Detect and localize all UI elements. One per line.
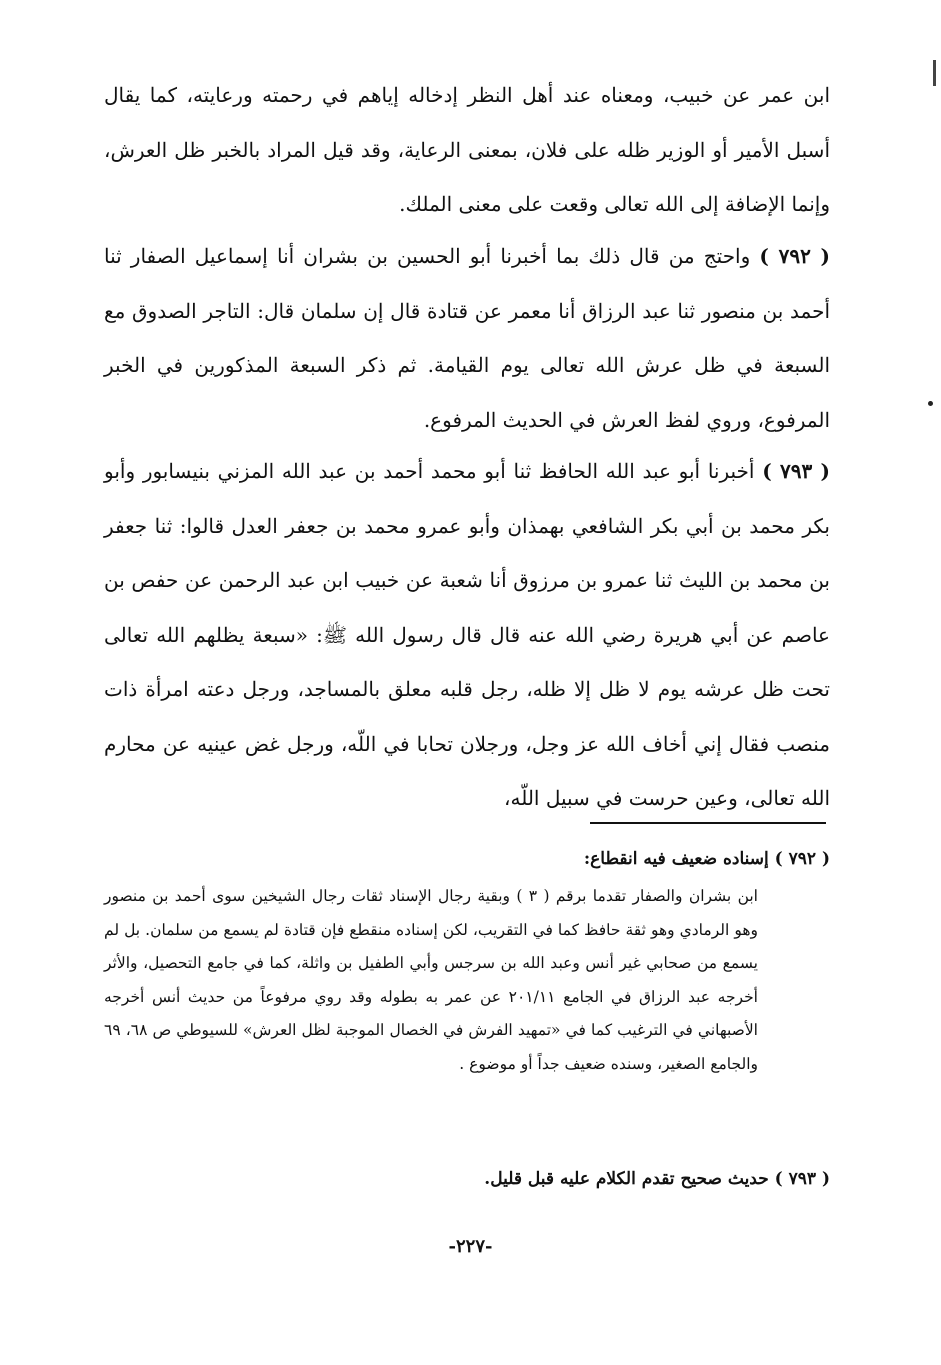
- hadith-number: ( ٧٩٢ ): [759, 244, 830, 268]
- hadith-number: ( ٧٩٣ ): [762, 459, 830, 483]
- margin-dot: [928, 401, 933, 406]
- paragraph-793: [104, 444, 830, 826]
- footnote-793-heading: ( ٧٩٣ ) حديث صحيح تقدم الكلام عليه قبل قليل.: [484, 1169, 830, 1189]
- paragraph-text: أخبرنا أبو عبد الله الحافظ ثنا أبو محمد أحمد بن عبد الله المزني بنيسابور وأبو بكر محمد بن أبي بكر الشافعي بهمذان وأبو عمرو محمد بن جعفر العدل قالوا: ثنا جعفر بن محمد بن الليث ثنا عمرو بن مرزوق أنا شعبة عن خبيب ابن عبد الرحمن عن حفص بن عاصم عن أبي هريرة رضي الله عنه قال قال رسول الله ﷺ: «سبعة يظلهم الله تعالى تحت ظل عرشه يوم لا ظل إلا ظله، رجل قلبه معلق بالمساجد، ورجل دعته امرأة ذات منصب فقال إني أخاف الله عز وجل، ورجلان تحابا في اللّه، ورجل غض عينيه عن محارم الله تعالى، وعين حرست في سبيل اللّه،: [104, 459, 830, 810]
- footnote-792-heading: ( ٧٩٢ ) إسناده ضعيف فيه انقطاع:: [583, 849, 830, 869]
- footnote-separator: [590, 822, 826, 824]
- footnote-792-body: ابن بشران والصفار تقدما برقم ( ٣ ) وبقية رجال الإسناد ثقات رجال الشيخين سوى أحمد بن منصور وهو الرمادي وهو ثقة حافظ كما في التقريب، لكن إسناده منقطع فإن قتادة لم يسمع من سلمان. بل لم يسمع من صحابي غير أنس وعبد الله بن سرجس وأبي الطفيل بن واثلة، كما في جامع التحصيل، والأثر أخرجه عبد الرزاق في الجامع ٢٠١/١١ عن عمر به بطوله وقد روي مرفوعاً من حديث أنس أخرجه الأصبهاني في الترغيب كما في «تمهيد الفرش في الخصال الموجبة لظل العرش» للسيوطي ص ٦٨، ٦٩ والجامع الصغير، وسنده ضعيف جداً أو موضوع .: [104, 887, 758, 1073]
- paragraph-continuation: [104, 68, 830, 232]
- paragraph-792: [104, 229, 830, 447]
- scan-edge-mark: [933, 60, 936, 86]
- page-number: -٢٢٧-: [448, 1236, 493, 1257]
- paragraph-text: ابن عمر عن خبيب، ومعناه عند أهل النظر إدخاله إياهم في رحمته ورعايته، كما يقال أسبل الأمير أو الوزير ظله على فلان، بمعنى الرعاية، وقد قيل المراد بالخبر ظل العرش، وإنما الإضافة إلى الله تعالى وقعت على معنى الملك.: [104, 83, 830, 216]
- paragraph-text: واحتج من قال ذلك بما أخبرنا أبو الحسين بن بشران أنا إسماعيل الصفار ثنا أحمد بن منصور ثنا عبد الرزاق أنا معمر عن قتادة قال إن سلمان قال: التاجر الصدوق مع السبعة في ظل عرش الله تعالى يوم القيامة. ثم ذكر السبعة المذكورين في الخبر المرفوع، وروي لفظ العرش في الحديث المرفوع.: [104, 244, 830, 432]
